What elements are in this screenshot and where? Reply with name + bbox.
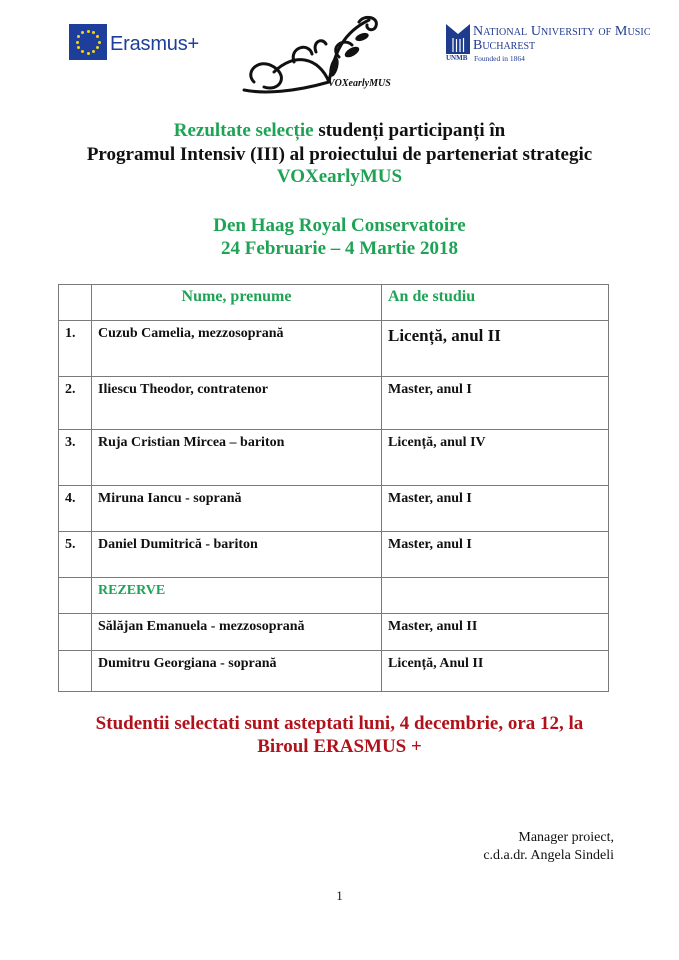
eu-star-icon (87, 30, 90, 33)
table-row (59, 377, 609, 430)
header-num (59, 285, 92, 321)
table-row (59, 486, 609, 532)
row-name: Ruja Cristian Mircea – bariton (92, 430, 382, 486)
eu-flag-icon (69, 24, 107, 60)
eu-star-icon (96, 35, 99, 38)
eu-star-icon (77, 35, 80, 38)
row-num: 5. (59, 532, 92, 578)
row-num (59, 614, 92, 651)
unmb-abbr: UNMB (446, 54, 468, 62)
unmb-name-line1: National University of Music (473, 24, 651, 39)
eu-star-icon (92, 31, 95, 34)
row-year: Licență, anul II (382, 321, 609, 377)
table-row (59, 321, 609, 377)
dates: 24 Februarie – 4 Martie 2018 (221, 238, 458, 259)
title-green-part: Rezultate selecție (173, 120, 314, 141)
notice-line2: Biroul ERASMUS + (257, 736, 422, 757)
signature-name: c.d.a.dr. Angela Sindeli (483, 848, 614, 863)
signature-role: Manager proiect, (518, 830, 614, 845)
eu-star-icon (76, 41, 79, 44)
eu-star-icon (92, 50, 95, 53)
title-line3: VOXearlyMUS (276, 166, 403, 187)
notice (0, 712, 679, 758)
row-year: Master, anul I (382, 532, 609, 578)
erasmus-logo-text: Erasmus+ (110, 33, 199, 55)
eu-star-icon (81, 50, 84, 53)
reserves-label: REZERVE (92, 578, 382, 614)
eu-star-icon (98, 41, 101, 44)
table-row (59, 430, 609, 486)
row-name: Dumitru Georgiana - soprană (92, 651, 382, 692)
row-year: Master, anul I (382, 486, 609, 532)
table-row (59, 532, 609, 578)
eu-star-icon (96, 46, 99, 49)
row-name: Sălăjan Emanuela - mezzosoprană (92, 614, 382, 651)
unmb-name-line2: Bucharest (473, 38, 536, 53)
page-number: 1 (336, 888, 343, 903)
row-num: 1. (59, 321, 92, 377)
empty-cell (382, 578, 609, 614)
notice-line1: Studentii selectati sunt asteptati luni, 4 decembrie, ora 12, la (95, 713, 584, 734)
unmb-logo-icon (446, 24, 470, 54)
eu-star-icon (87, 52, 90, 55)
voxearlymus-logo-text: VOXearlyMUS (328, 78, 391, 89)
header-year: An de studiu (382, 285, 609, 321)
row-num (59, 651, 92, 692)
row-year: Master, anul II (382, 614, 609, 651)
eu-star-icon (77, 46, 80, 49)
signature (483, 829, 614, 865)
row-year: Licență, anul IV (382, 430, 609, 486)
title-line2: Programul Intensiv (III) al proiectului de parteneriat strategic (86, 144, 593, 165)
row-name: Miruna Iancu - soprană (92, 486, 382, 532)
table-row (59, 614, 609, 651)
results-table (58, 284, 609, 692)
table-row (59, 651, 609, 692)
row-num: 2. (59, 377, 92, 430)
row-num: 3. (59, 430, 92, 486)
title-line1 (0, 120, 679, 142)
row-name: Daniel Dumitrică - bariton (92, 532, 382, 578)
row-name: Cuzub Camelia, mezzosoprană (92, 321, 382, 377)
row-num: 4. (59, 486, 92, 532)
title-black-part: studenți participanți în (313, 120, 506, 141)
row-year: Master, anul I (382, 377, 609, 430)
table-header-row (59, 285, 609, 321)
header-name: Nume, prenume (92, 285, 382, 321)
eu-star-icon (81, 31, 84, 34)
unmb-founded: Founded in 1864 (474, 54, 525, 63)
reserves-label-row (59, 578, 609, 614)
empty-cell (59, 578, 92, 614)
venue: Den Haag Royal Conservatoire (213, 215, 466, 236)
row-name: Iliescu Theodor, contratenor (92, 377, 382, 430)
row-year: Licență, Anul II (382, 651, 609, 692)
